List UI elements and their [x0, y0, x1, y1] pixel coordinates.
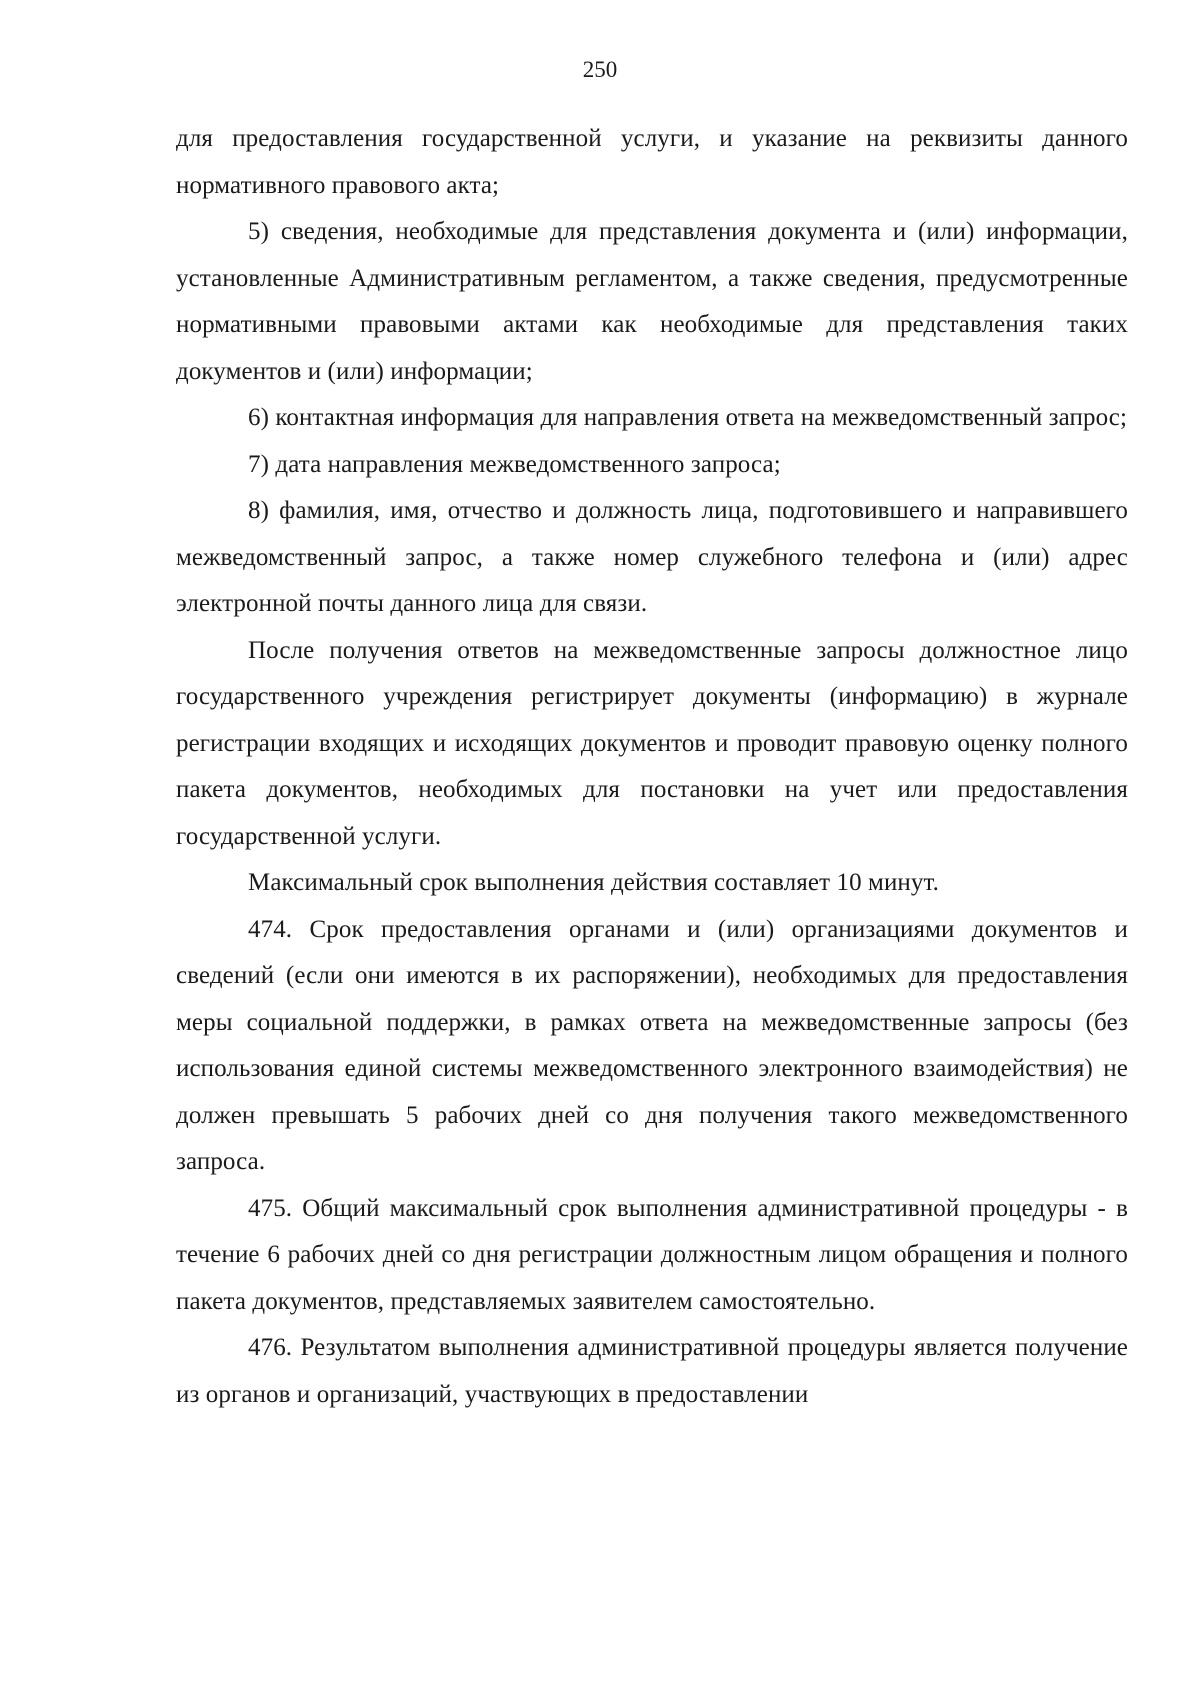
paragraph-after-responses: После получения ответов на межведомственные запросы должностное лицо государственного учреждения регистрирует документы (информацию) в журнале регистрации входящих и исходящих документов и проводит правовую оценку полного пакета документов, необходимых для постановки на учет или предоставления государственной услуги. [176, 636, 1128, 850]
paragraph-item-7: 7) дата направления межведомственного запроса; [248, 450, 781, 478]
paragraph-item-5: 5) сведения, необходимые для представления документа и (или) информации, установленные Административным регламентом, а также сведения, предусмотренные нормативными правовыми актами как необходимые для представления таких документов и (или) информации; [176, 218, 1128, 385]
paragraph-476: 476. Результатом выполнения административной процедуры является получение из органов и организаций, участвующих в предоставлении [176, 1334, 1128, 1408]
paragraph-item-6: 6) контактная информация для направления ответа на межведомственный запрос; [248, 404, 1128, 431]
paragraph-continuation: для предоставления государственной услуги, и указание на реквизиты данного нормативного правового акта; [176, 125, 1128, 199]
paragraph-475: 475. Общий максимальный срок выполнения административной процедуры - в течение 6 рабочих дней со дня регистрации должностным лицом обращения и полного пакета документов, представляемых заявителем самостоятельно. [176, 1194, 1128, 1315]
paragraph-474: 474. Срок предоставления органами и (или) организациями документов и сведений (если они имеются в их распоряжении), необходимых для предоставления меры социальной поддержки, в рамках ответа на межведомственные запросы (без использования единой системы межведомственного электронного взаимодействия) не должен превышать 5 рабочих дней со дня получения такого межведомственного запроса. [176, 915, 1128, 1175]
document-body [176, 116, 1128, 1418]
page-number: 250 [582, 57, 618, 82]
paragraph-max-time: Максимальный срок выполнения действия составляет 10 минут. [248, 869, 940, 896]
paragraph-item-8: 8) фамилия, имя, отчество и должность лица, подготовившего и направившего межведомственный запрос, а также номер служебного телефона и (или) адрес электронной почты данного лица для связи. [176, 497, 1128, 617]
